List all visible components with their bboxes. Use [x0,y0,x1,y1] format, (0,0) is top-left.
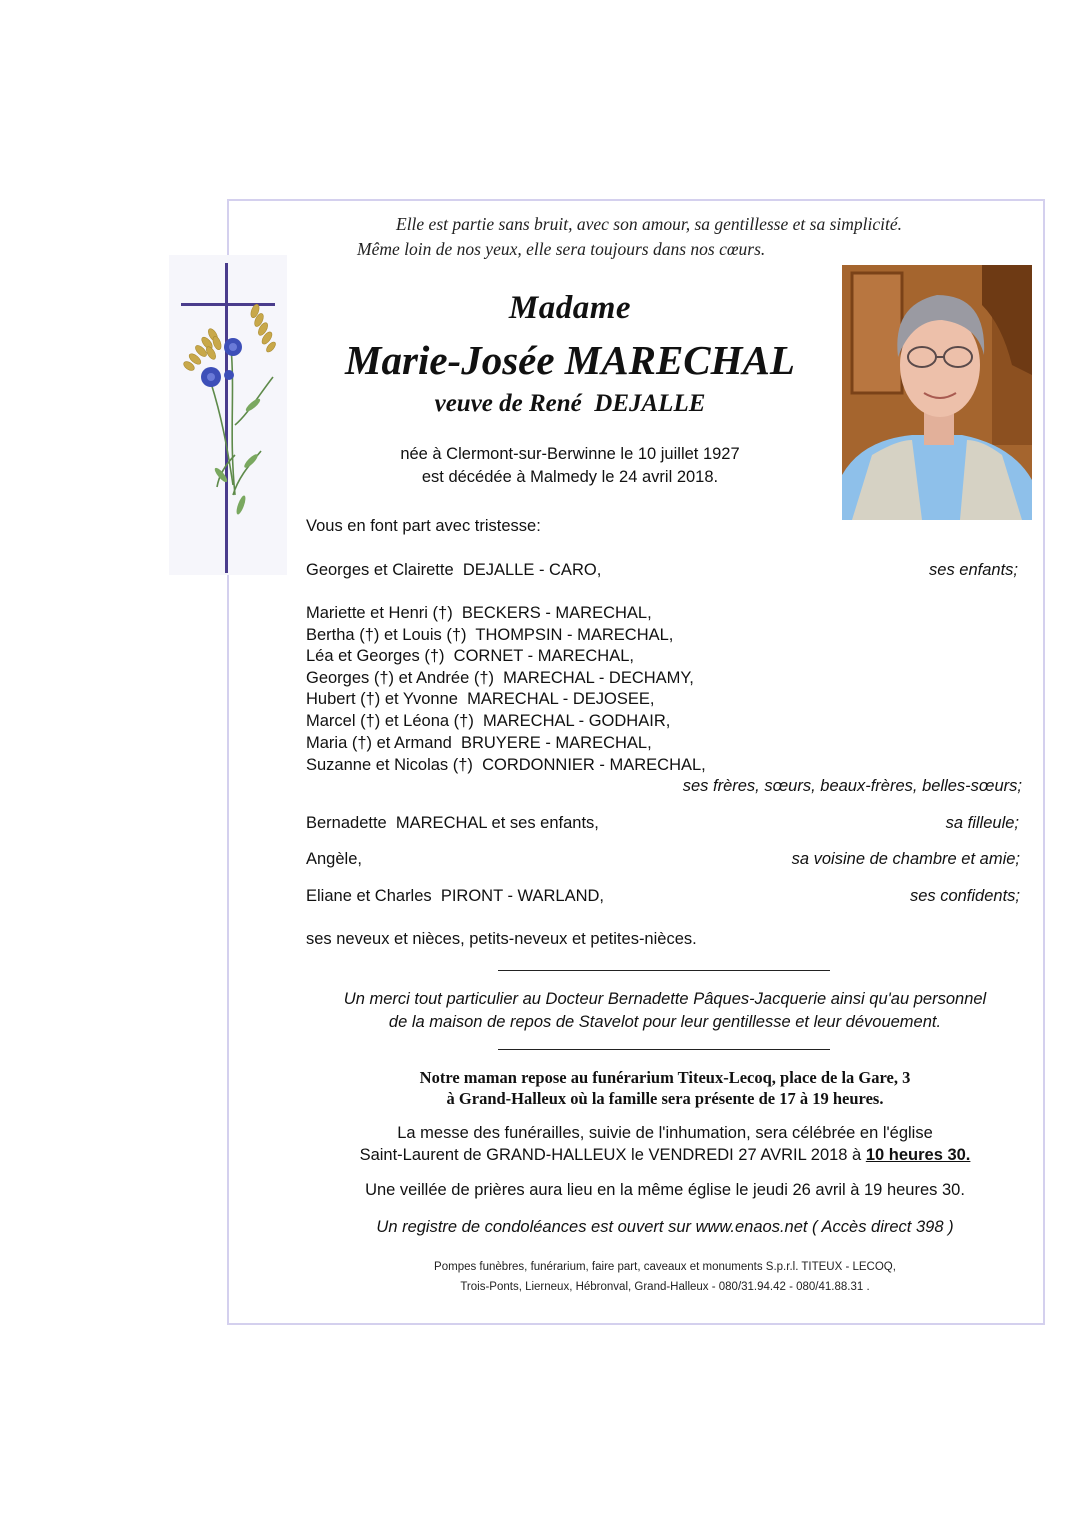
children-names: Georges et Clairette DEJALLE - CARO, [306,561,602,579]
cross-flower-illustration [169,255,287,575]
repose-line-2: à Grand-Halleux où la famille sera présente de 17 à 19 heures. [446,1089,884,1108]
nephews-line: ses neveux et nièces, petits-neveux et petites-nièces. [306,930,697,948]
thanks-line-2: de la maison de repos de Stavelot pour leur gentillesse et leur dévouement. [388,1013,942,1031]
sibling-line: Bertha (†) et Louis (†) THOMPSIN - MARECHAL, [306,626,674,644]
deceased-name: Marie-Josée MARECHAL [345,337,795,383]
sibling-line: Maria (†) et Armand BRUYERE - MARECHAL, [306,734,652,752]
portrait-icon [842,265,1032,520]
funeral-home-line-1: Pompes funèbres, funérarium, faire part, caveaux et monuments S.p.r.l. TITEUX - LECOQ, [434,1261,896,1273]
goddaughter-names: Bernadette MARECHAL et ses enfants, [306,814,599,832]
epigraph-line-2: Même loin de nos yeux, elle sera toujours dans nos cœurs. [357,239,766,259]
children-role: ses enfants; [929,561,1018,579]
sibling-line: Georges (†) et Andrée (†) MARECHAL - DECHAMY, [306,669,694,687]
confidants-role: ses confidents; [909,887,1020,905]
epigraph-line-1: Elle est partie sans bruit, avec son amour, sa gentillesse et sa simplicité. [396,214,902,234]
mass-time: 10 heures 30. [865,1146,971,1164]
siblings-role: ses frères, sœurs, beaux-frères, belles-sœurs; [682,777,1022,795]
vigil-line: Une veillée de prières aura lieu en la même église le jeudi 26 avril à 19 heures 30. [365,1181,965,1199]
honorific-title: Madame [508,290,632,326]
intro-line: Vous en font part avec tristesse: [306,517,541,535]
sibling-line: Suzanne et Nicolas (†) CORDONNIER - MARECHAL, [306,756,706,774]
neighbor-names: Angèle, [306,850,362,868]
separator [498,1049,830,1050]
goddaughter-role: sa filleule; [945,814,1019,832]
portrait-photo [842,265,1032,520]
mass-date: Saint-Laurent de GRAND-HALLEUX le VENDREDI 27 AVRIL 2018 à [359,1146,866,1164]
sibling-line: Mariette et Henri (†) BECKERS - MARECHAL, [306,604,652,622]
sibling-line: Hubert (†) et Yvonne MARECHAL - DEJOSEE, [306,690,655,708]
mass-line-2 [300,1144,1030,1166]
cross-with-cornflowers-icon [169,255,287,575]
funeral-home-line-2: Trois-Ponts, Lierneux, Hébronval, Grand-Halleux - 080/31.94.42 - 080/41.88.31 . [460,1281,870,1293]
confidants-names: Eliane et Charles PIRONT - WARLAND, [306,887,604,905]
separator [498,970,830,971]
death-line: est décédée à Malmedy le 24 avril 2018. [421,468,719,486]
sibling-line: Léa et Georges (†) CORNET - MARECHAL, [306,647,634,665]
birth-line: née à Clermont-sur-Berwinne le 10 juillet 1927 [400,445,740,463]
sibling-line: Marcel (†) et Léona (†) MARECHAL - GODHAIR, [306,712,671,730]
registry-line: Un registre de condoléances est ouvert sur www.enaos.net ( Accès direct 398 ) [376,1218,954,1236]
repose-line-1: Notre maman repose au funérarium Titeux-Lecoq, place de la Gare, 3 [419,1068,911,1087]
widow-of: veuve de René DEJALLE [434,390,706,417]
thanks-line-1: Un merci tout particulier au Docteur Bernadette Pâques-Jacquerie ainsi qu'au personnel [343,990,987,1008]
neighbor-role: sa voisine de chambre et amie; [791,850,1020,868]
mass-line-1: La messe des funérailles, suivie de l'inhumation, sera célébrée en l'église [397,1124,933,1142]
